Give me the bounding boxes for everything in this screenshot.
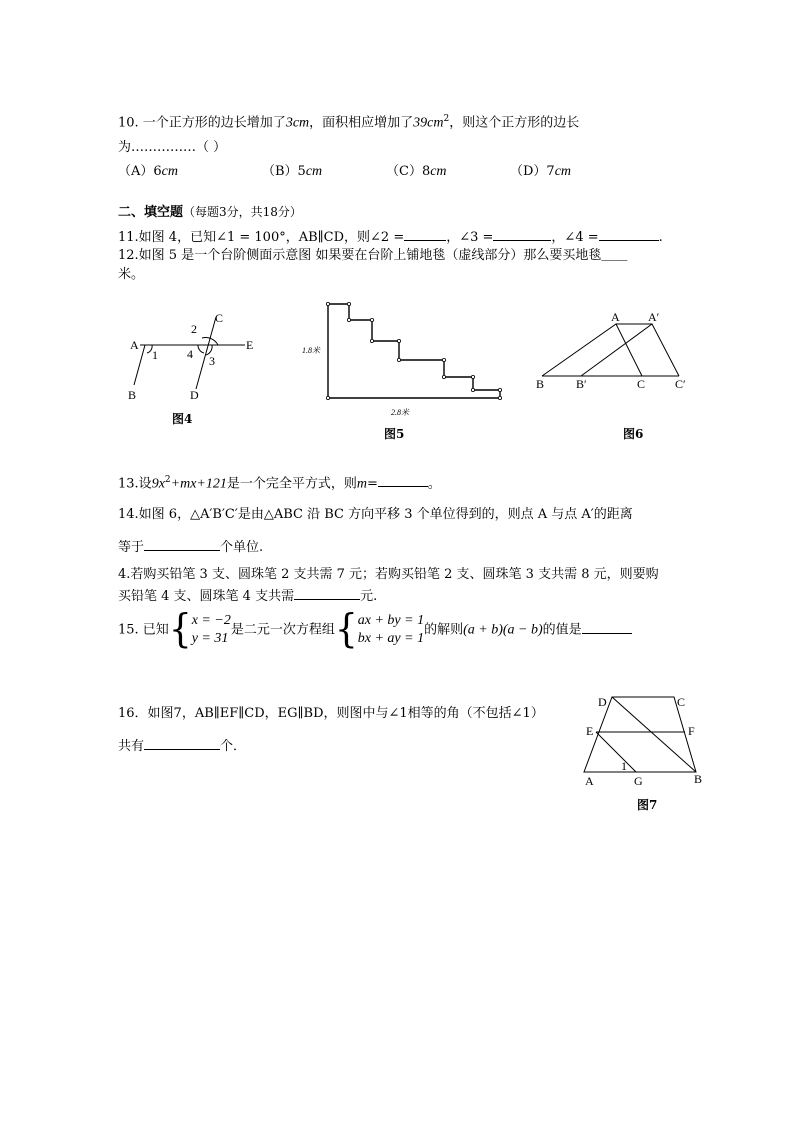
q15-text-mid: 是二元一次方程组 <box>230 622 335 638</box>
fig5-width-label: 2.8米 <box>391 408 409 417</box>
q10-text-pre: 10. 一个正方形的边长增加了 <box>118 115 286 131</box>
fig4-label-e: E <box>246 338 254 352</box>
q15-text-mid2: 的解则 <box>424 622 464 638</box>
fig5-caption: 图5 <box>384 427 405 441</box>
fig7-label-e: E <box>586 724 594 738</box>
section-note: （每题3分，共18分） <box>183 205 302 219</box>
q11-blank-2[interactable] <box>493 227 551 241</box>
q13-text-mid: 是一个完全平方式，则 <box>226 476 357 492</box>
fig4-label-c: C <box>215 311 224 325</box>
q10-value-2: 39cm <box>413 115 444 131</box>
fig5-corner-points <box>326 302 501 399</box>
q10-text-post: ，则这个正方形的边长 <box>449 115 580 131</box>
fig7-label-b: B <box>694 772 703 786</box>
q13-text-pre: 13.设 <box>118 476 152 492</box>
q15-brace-1: { <box>168 606 192 652</box>
q12-line1: 12.如图 5 是一个台阶侧面示意图 如果要在台阶上铺地毯（虚线部分）那么要买地毯＿＿ <box>118 248 628 263</box>
q10-option-b <box>262 160 322 180</box>
q10-text-mid: ，面积相应增加了 <box>309 115 414 131</box>
fig4-label-1: 1 <box>152 348 158 362</box>
fig7-label-f: F <box>688 724 695 738</box>
option-a-label: （A）6 <box>118 164 162 179</box>
q15-solution-y: y = 31 <box>191 631 229 646</box>
fig7-label-c: C <box>677 695 686 709</box>
q13-blank[interactable] <box>378 473 428 487</box>
q14-text-pre: 等于 <box>118 540 145 555</box>
fig7-caption: 图7 <box>637 798 658 812</box>
q14-text-post: 个单位. <box>220 540 264 555</box>
q10-option-d <box>510 160 571 180</box>
q15-blank[interactable] <box>582 620 632 634</box>
q13-text-end: 。 <box>427 476 441 492</box>
fig4-label-4: 4 <box>187 347 193 361</box>
fig4-label-3: 3 <box>209 354 215 368</box>
q13-eq: = <box>367 476 378 492</box>
q11-blank-3[interactable] <box>599 227 659 241</box>
q16-line1: 16．如图7，AB∥EF∥CD，EG∥BD，则图中与∠1相等的角（不包括∠1） <box>118 706 544 721</box>
q4-text-pre: 买铅笔 4 支、圆珠笔 4 支共需 <box>118 589 295 604</box>
option-d-label: （D）7 <box>510 164 555 179</box>
q13-var: m <box>356 476 367 492</box>
fig6-triangle-abc-prime <box>581 324 679 376</box>
fig5-height-label: 1.8米 <box>302 346 320 355</box>
option-unit: cm <box>554 164 572 179</box>
q13-expr-sup: 2 <box>164 475 171 485</box>
fig6-label-b-prime: B′ <box>576 377 587 391</box>
option-unit: cm <box>430 164 447 179</box>
fig7-line-eg <box>596 732 636 772</box>
fig6-caption: 图6 <box>623 427 644 441</box>
q14-blank[interactable] <box>144 537 220 551</box>
fig6-label-c-prime: C′ <box>675 377 686 391</box>
q15-text-pre: 15. 已知 <box>118 622 169 638</box>
q15-expression: (a + b)(a − b) <box>463 622 543 638</box>
fig7-label-1: 1 <box>621 759 627 773</box>
fig4-label-b: B <box>128 388 137 402</box>
fig7-label-d: D <box>598 695 607 709</box>
q15 <box>118 606 632 652</box>
q15-equation-2: bx + ay = 1 <box>357 631 425 646</box>
fig7-label-g: G <box>634 774 643 788</box>
figure-5 <box>298 298 508 426</box>
section-title: 二、填空题 <box>118 205 184 220</box>
q13-expr-a: 9x <box>151 476 165 492</box>
q15-solution-x: x = −2 <box>191 613 231 628</box>
q11-text-end: . <box>658 230 663 245</box>
fig4-angle-4-arc <box>198 345 204 353</box>
q13-expr-b: +mx+121 <box>170 476 227 492</box>
fig4-label-a: A <box>130 338 139 352</box>
q10-line2: 为……………（ ） <box>118 140 227 155</box>
fig4-label-2: 2 <box>191 322 197 336</box>
q12-line2: 米。 <box>118 267 145 282</box>
fig4-line-cd <box>196 317 216 389</box>
figure-6 <box>534 306 704 398</box>
section-2-heading <box>118 203 302 222</box>
q4-blank[interactable] <box>294 586 360 600</box>
q16-line2 <box>118 736 246 756</box>
q10-value-1: 3cm <box>285 115 310 131</box>
q16-text-pre: 共有 <box>118 739 145 754</box>
fig6-label-c: C <box>637 377 646 391</box>
fig6-label-a-prime: A′ <box>648 310 660 324</box>
q14-line2 <box>118 537 263 557</box>
q15-equation-1: ax + by = 1 <box>357 613 425 628</box>
q11-text-mid2: ，∠4 = <box>551 230 599 245</box>
figure-7 <box>578 690 708 790</box>
q10-option-a <box>118 160 178 180</box>
fig7-label-a: A <box>585 774 594 788</box>
option-unit: cm <box>305 164 323 179</box>
fig6-label-b: B <box>536 377 545 391</box>
q15-brace-2: { <box>334 606 358 652</box>
figure-4 <box>120 305 270 405</box>
q14-line1: 14.如图 6，△A′B′C′是由△ABC 沿 BC 方向平移 3 个单位得到的，则点 A 与点 A′的距离 <box>118 507 633 522</box>
q10-superscript: 2 <box>443 114 450 124</box>
option-unit: cm <box>161 164 178 179</box>
q16-text-post: 个． <box>220 739 247 754</box>
fig4-caption: 图4 <box>172 412 193 426</box>
q11-text-mid1: ，∠3 = <box>446 230 494 245</box>
q11 <box>118 227 663 247</box>
fig6-label-a: A <box>611 310 620 324</box>
q4-line1: 4.若购买铅笔 3 支、圆珠笔 2 支共需 7 元；若购买铅笔 2 支、圆珠笔 3 支共需 8 元，则要购 <box>118 567 659 582</box>
q11-text-pre: 11.如图 4，已知∠1 = 100°，AB∥CD，则∠2 = <box>118 230 405 245</box>
q13 <box>118 471 441 493</box>
fig5-staircase <box>328 304 500 398</box>
q4-line2 <box>118 586 377 606</box>
q15-solution <box>192 612 231 648</box>
q4-text-post: 元. <box>360 589 378 604</box>
option-c-label: （C）8 <box>386 164 431 179</box>
q15-system <box>358 612 424 648</box>
q16-blank[interactable] <box>144 736 220 750</box>
fig4-label-d: D <box>190 388 199 402</box>
option-b-label: （B）5 <box>262 164 306 179</box>
q15-text-end: 的值是 <box>542 622 582 638</box>
q10-option-c <box>386 160 447 180</box>
q10-line1 <box>118 110 579 132</box>
fig4-angle-2-arc <box>202 338 218 345</box>
q11-blank-1[interactable] <box>404 227 446 241</box>
